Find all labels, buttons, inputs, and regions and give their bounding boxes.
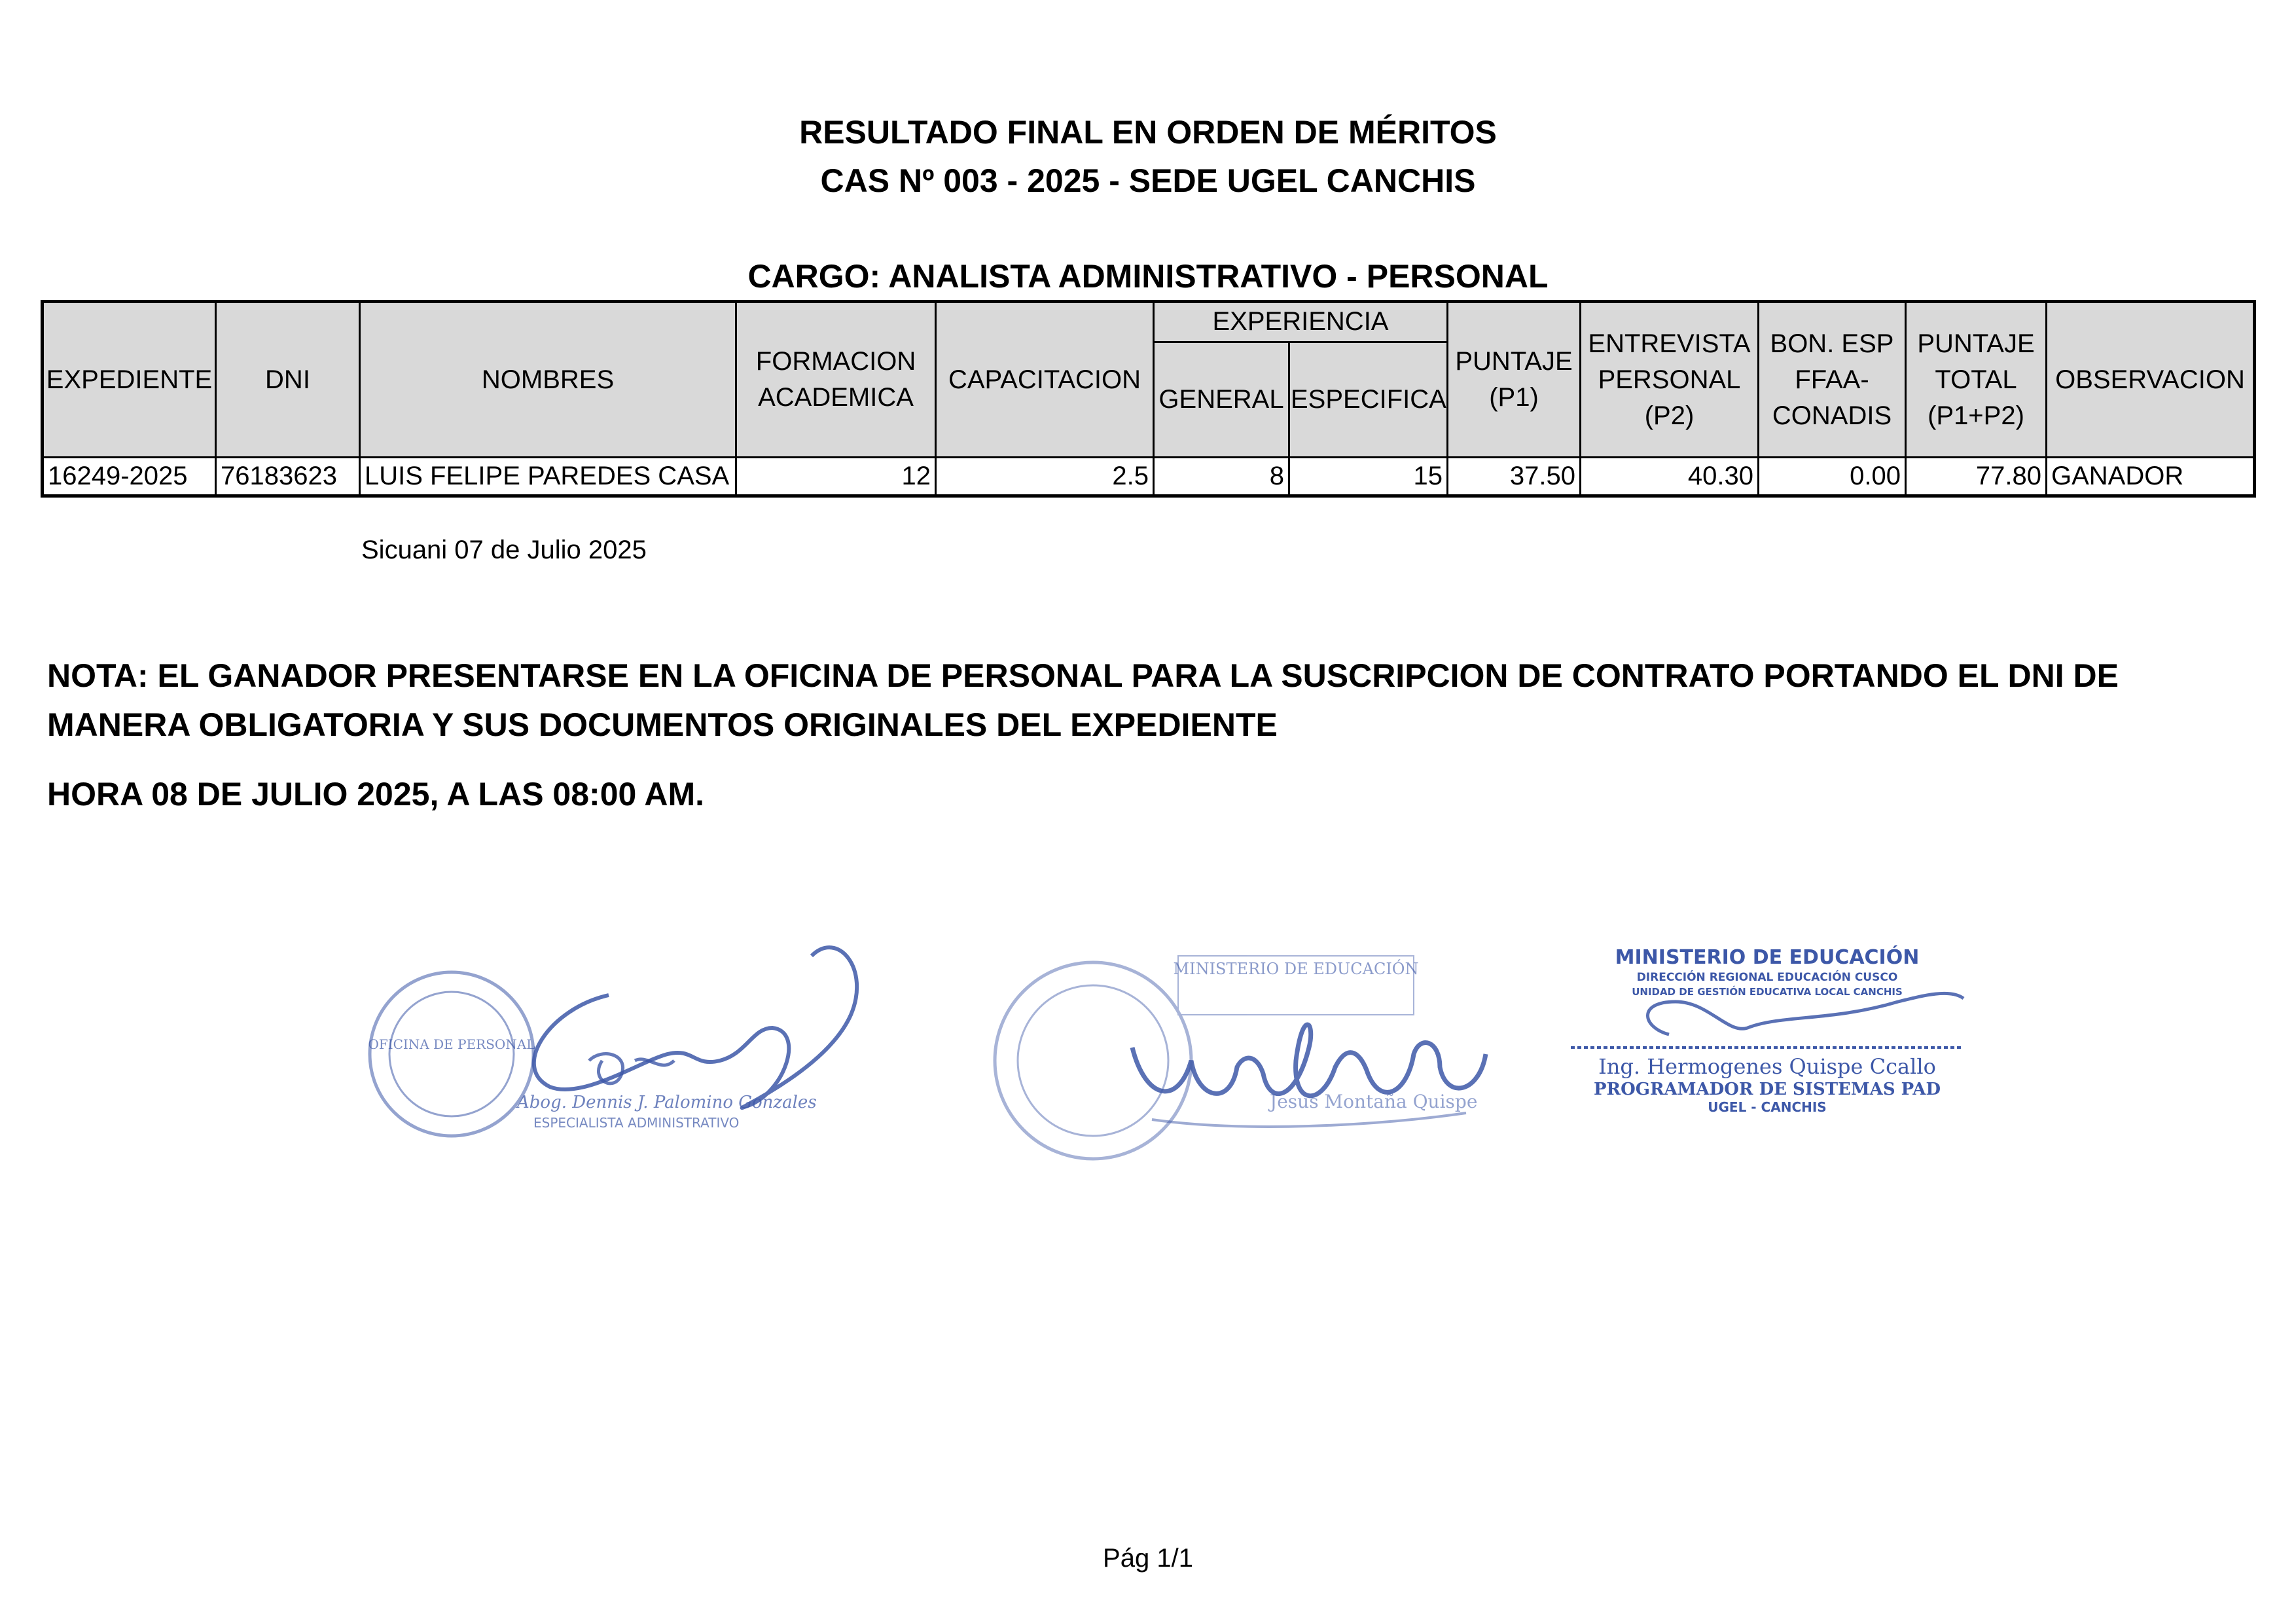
table-row: [43, 458, 2255, 496]
header-dni: DNI: [216, 302, 360, 458]
hora-text: HORA 08 DE JULIO 2025, A LAS 08:00 AM.: [47, 776, 705, 812]
cell-puntaje-p1: 37.50: [1448, 458, 1581, 496]
signature-stamp-3: [1558, 936, 1977, 1133]
cell-observacion: GANADOR: [2047, 458, 2255, 496]
cell-expediente: 16249-2025: [43, 458, 216, 496]
document-subtitle: CAS Nº 003 - 2025 - SEDE UGEL CANCHIS: [820, 162, 1476, 199]
cell-puntaje-total: 77.80: [1906, 458, 2047, 496]
header-formacion: FORMACION ACADEMICA: [736, 302, 936, 458]
header-entrevista: ENTREVISTA PERSONAL (P2): [1581, 302, 1759, 458]
cell-entrevista: 40.30: [1581, 458, 1759, 496]
header-nombres: NOMBRES: [360, 302, 736, 458]
cell-bonificacion: 0.00: [1759, 458, 1906, 496]
cell-formacion: 12: [736, 458, 936, 496]
sig3-role: PROGRAMADOR DE SISTEMAS PAD: [1593, 1080, 1941, 1099]
document-title: RESULTADO FINAL EN ORDEN DE MÉRITOS: [799, 114, 1497, 151]
header-puntaje-total: PUNTAJE TOTAL (P1+P2): [1906, 302, 2047, 458]
cell-nombres: LUIS FELIPE PAREDES CASA: [360, 458, 736, 496]
cell-especifica: 15: [1289, 458, 1448, 496]
header-general: GENERAL: [1154, 342, 1289, 457]
signature-stamp-1: [353, 897, 877, 1159]
cell-dni: 76183623: [216, 458, 360, 496]
sig1-name: Abog. Dennis J. Palomino Gonzales: [517, 1093, 817, 1112]
cell-capacitacion: 2.5: [936, 458, 1154, 496]
header-especifica: ESPECIFICA: [1289, 342, 1448, 457]
sig2-stamp-text: MINISTERIO DE EDUCACIÓN: [1173, 960, 1419, 978]
header-expediente: EXPEDIENTE: [43, 302, 216, 458]
place-date: Sicuani 07 de Julio 2025: [361, 536, 647, 564]
sig1-role: ESPECIALISTA ADMINISTRATIVO: [533, 1115, 740, 1131]
sig3-name: Ing. Hermogenes Quispe Ccallo: [1598, 1054, 1936, 1079]
header-capacitacion: CAPACITACION: [936, 302, 1154, 458]
sig3-line2: DIRECCIÓN REGIONAL EDUCACIÓN CUSCO: [1636, 971, 1898, 984]
header-experiencia: EXPERIENCIA: [1154, 302, 1448, 342]
header-observacion: OBSERVACION: [2047, 302, 2255, 458]
sig3-line1: MINISTERIO DE EDUCACIÓN: [1615, 946, 1920, 969]
signature-stamp-2: [982, 943, 1518, 1165]
cell-general: 8: [1154, 458, 1289, 496]
header-bonificacion: BON. ESP FFAA-CONADIS: [1759, 302, 1906, 458]
page-number: Pág 1/1: [1103, 1544, 1193, 1573]
cargo-title: CARGO: ANALISTA ADMINISTRATIVO - PERSONAL: [747, 258, 1549, 295]
sig3-line3: UNIDAD DE GESTIÓN EDUCATIVA LOCAL CANCHIS: [1632, 986, 1903, 998]
sig3-org: UGEL - CANCHIS: [1708, 1099, 1827, 1115]
nota-text: NOTA: EL GANADOR PRESENTARSE EN LA OFICINA DE PERSONAL PARA LA SUSCRIPCION DE CONTRATO PORTANDO EL DNI DE MANERA OBLIGATORIA Y SUS DOCUMENTOS ORIGINALES DEL EXPEDIENTE: [47, 657, 2119, 743]
header-puntaje-p1: PUNTAJE (P1): [1448, 302, 1581, 458]
sig2-name: Jesus Montaña Quispe: [1270, 1091, 1478, 1112]
results-table: [41, 300, 2256, 498]
sig1-stamp-text: OFICINA DE PERSONAL: [368, 1036, 535, 1052]
